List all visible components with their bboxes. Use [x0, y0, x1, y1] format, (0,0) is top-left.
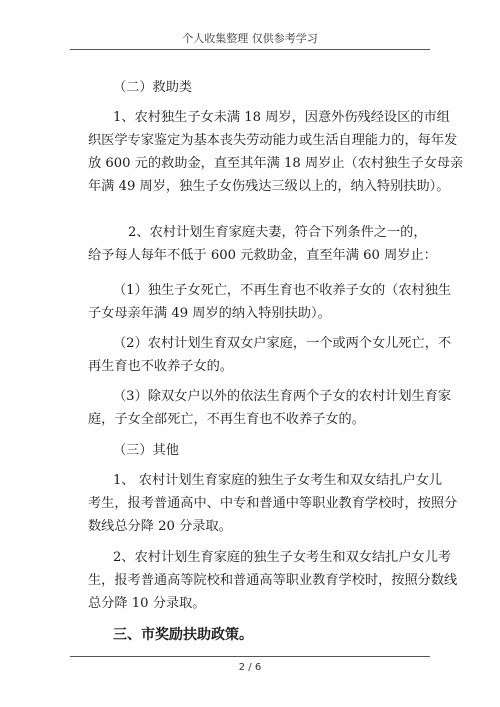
- paragraph-line: 庭，子女全部死亡，不再生育也不收养子女的。: [88, 412, 365, 427]
- paragraph-line: 考生，报考普通高中、中专和普通中等职业教育学校时，按照分: [88, 496, 458, 511]
- paragraph-line: 1、 农村计划生育家庭的独生子女考生和双女结扎户女儿: [113, 473, 443, 488]
- paragraph-line: （3）除双女户以外的依法生育两个子女的农村计划生育家: [113, 389, 452, 404]
- paragraph-line: 放 600 元的救助金，直至其年满 18 周岁止（农村独生子女母亲: [88, 156, 464, 171]
- page-number: 2 / 6: [238, 662, 262, 673]
- paragraph-line: 2、农村计划生育家庭的独生子女考生和双女结扎户女儿考: [113, 550, 452, 565]
- header-rule: [70, 49, 430, 50]
- page-header: 个人收集整理 仅供参考学习: [182, 32, 318, 45]
- paragraph-line: 年满 49 周岁，独生子女伤残达三级以上的，纳入特别扶助）。: [88, 179, 450, 194]
- paragraph-line: 给予每人每年不低于 600 元救助金，直至年满 60 周岁止：: [88, 248, 437, 263]
- paragraph-line: 数线总分降 20 分录取。: [88, 519, 232, 534]
- section-heading-other: （三）其他: [113, 443, 179, 458]
- section-heading-relief: （二）救助类: [113, 80, 193, 95]
- footer-rule: [70, 656, 430, 657]
- paragraph-line: （2）农村计划生育双女户家庭，一个或两个女儿死亡，不: [113, 336, 452, 351]
- paragraph-line: 子女母亲年满 49 周岁的纳入特别扶助）。: [88, 306, 331, 321]
- paragraph-line: 生，报考普通高等院校和普通高等职业教育学校时，按照分数线: [88, 573, 458, 588]
- paragraph-line: 再生育也不收养子女的。: [88, 359, 234, 374]
- paragraph-line: 2、农村计划生育家庭夫妻，符合下列条件之一的，: [128, 225, 427, 240]
- paragraph-line: 1、农村独生子女未满 18 周岁，因意外伤残经设区的市组: [113, 110, 450, 125]
- paragraph-line: 总分降 10 分录取。: [88, 596, 206, 611]
- paragraph-line: 织医学专家鉴定为基本丧失劳动能力或生活自理能力的，每年发: [88, 133, 458, 148]
- section-heading-city: 三、市奖励扶助政策。: [113, 627, 253, 643]
- paragraph-line: （1）独生子女死亡，不再生育也不收养子女的（农村独生: [113, 283, 452, 298]
